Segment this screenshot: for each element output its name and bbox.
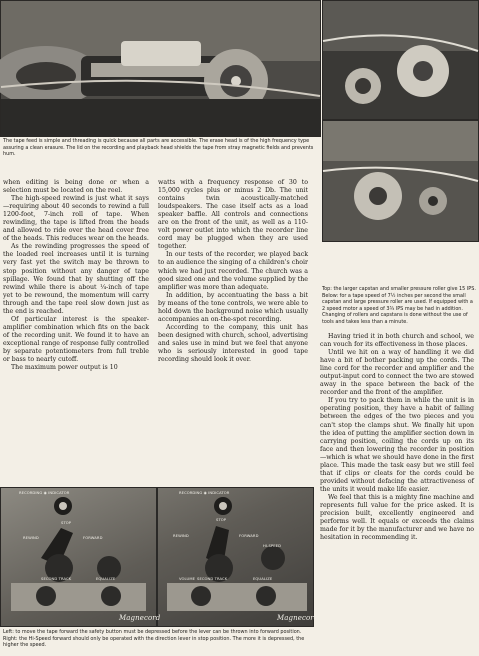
equalize-label: EQUALIZE bbox=[253, 577, 273, 581]
second-track-label: SECOND TRACK bbox=[197, 577, 228, 581]
brand-logo: Magnecord bbox=[119, 614, 161, 622]
rewind-label: REWIND bbox=[23, 536, 39, 540]
column-2-paragraph: watts with a frequency response of 30 to 15,000 cycles plus or minus 2 Db. The unit contains twin acoustically-matched loudspeakers. The case itself acts as a load speaker baffle. All controls and connections are on the front of the unit, as well as a 110-volt power outlet into which the recorder line cord may be plugged when they are used together. bbox=[158, 179, 308, 251]
forward-label: FORWARD bbox=[83, 536, 103, 540]
recording-indicator-label: RECORDING ◉ INDICATOR bbox=[19, 491, 70, 495]
control-panel-photo bbox=[0, 487, 319, 627]
stop-label: STOP bbox=[216, 518, 227, 522]
capstan-large-illustration bbox=[323, 1, 478, 119]
stop-label: STOP bbox=[61, 521, 72, 525]
volume-label: VOLUME bbox=[179, 577, 196, 581]
top-caption: The tape feed is simple and threading is quick because all parts are accessible. The erase head is of the high frequency type assuring a clean erasure. The lid on the recording and playback head shields the tape from stray magnetic fields and prevents hum. bbox=[3, 138, 314, 158]
column-2 bbox=[158, 179, 308, 364]
column-1 bbox=[3, 179, 149, 372]
column-3-paragraph: If you try to pack them in while the unit is in operating position, they have a habit of falling between the edges of the two pieces and you can't stop the clamps shut. We finally hit upon the idea of putting the amplifier section down in carrying position, coiling the cords up on its face and then lowering the recorder in position—which is what we should have done in the first place. This made the task easy but we still feel that if clips or cleats for the cords could be provided without defacing the attractiveness of the units it would make life easier. bbox=[320, 397, 474, 493]
column-3-paragraph: We feel that this is a mighty fine machine and represents full value for the price asked. It is precision built, excellently engineered and performs well. It equals or exceeds the claims made for it by the manufacturer and we have no hesitation in recommending it. bbox=[320, 493, 474, 542]
rewind-label: REWIND bbox=[173, 534, 189, 538]
column-1-paragraph: As the rewinding progresses the speed of the loaded reel increases until it is turning very fast yet the switch may be thrown to stop position without any danger of tape spillage. We found that by shutting off the rewind while there is about ¼-inch of tape yet to be rewound, the momentum will carry through and the tape reel slow down just as the end is reached. bbox=[3, 243, 149, 315]
column-2-paragraph: According to the company, this unit has been designed with church, school, advertising and sales use in mind but we feel that anyone who is seriously interested in good tape recording should look it over. bbox=[158, 323, 308, 364]
column-1-paragraph: Of particular interest is the speaker-amplifier combination which fits on the back of the recording unit. We found it to have an exceptional range of response fully controlled by separate potentiometers from full treble or bass to nearly cutoff. bbox=[3, 315, 149, 364]
column-3 bbox=[320, 333, 474, 542]
forward-label: FORWARD bbox=[239, 534, 259, 538]
capstan-bottom-photo bbox=[322, 120, 479, 242]
bottom-caption: Left: to move the tape forward the safety button must be depressed before the lever can be thrown into forward position. Right: the Hi-Speed forward should only be operated with the direction lever in stop position. The more it is depressed, the higher the speed. bbox=[3, 629, 305, 649]
column-1-paragraph: The maximum power output is 10 bbox=[11, 364, 118, 372]
column-2-paragraph: In our tests of the recorder, we played back to an audience the singing of a children's choir which we had just recorded. The church was a good sized one and the volume supplied by the amplifier was more than adequate. bbox=[158, 251, 308, 291]
column-3-paragraph: Until we hit on a way of handling it we did have a bit of bother packing up the cords. The line cord for the recorder and amplifier and the output-input cord to connect the two are stowed away in the space between the back of the recorder and the front of the amplifier. bbox=[320, 349, 474, 397]
tape-feed-illustration bbox=[1, 1, 320, 136]
column-2-paragraph: In addition, by accentuating the bass a bit by means of the tone controls, we were able to hold down the background noise which usually accompanies an on-the-spot recording. bbox=[158, 291, 308, 323]
capstan-top-photo bbox=[322, 0, 479, 120]
right-caption: Top: the larger capstan and smaller pressure roller give 15 IPS. Below: for a tape speed of 7½ inches per second the small capstan and large pressure roller are used. If equipped with a 2 speed motor a speed of 3¾ IPS may be had in addition. Changing of rollers and capstans is done without the use of tools and takes less than a minute. bbox=[322, 286, 476, 325]
equalize-label: EQUALIZE bbox=[96, 577, 116, 581]
brand-logo: Magnecord bbox=[277, 614, 319, 622]
capstan-small-illustration bbox=[323, 121, 478, 241]
tape-feed-photo bbox=[0, 0, 321, 137]
column-1-paragraph: when editing is being done or when a selection must be located on the reel. bbox=[3, 179, 149, 195]
recording-indicator-label: RECORDING ◉ INDICATOR bbox=[179, 491, 230, 495]
second-track-label: SECOND TRACK bbox=[41, 577, 72, 581]
hi-speed-label: HI-SPEED bbox=[263, 544, 282, 548]
control-panel-illustration bbox=[1, 488, 313, 626]
column-1-paragraph: The high-speed rewind is just what it says—requiring about 40 seconds to rewind a full 1200-foot, 7-inch roll of tape. When rewinding, the tape is lifted from the heads and allowed to ride over the head cover free of the heads. This reduces wear on the heads. bbox=[3, 195, 149, 243]
column-3-paragraph: Having tried it in both church and school, we can vouch for its effectiveness in those places. bbox=[320, 333, 474, 349]
